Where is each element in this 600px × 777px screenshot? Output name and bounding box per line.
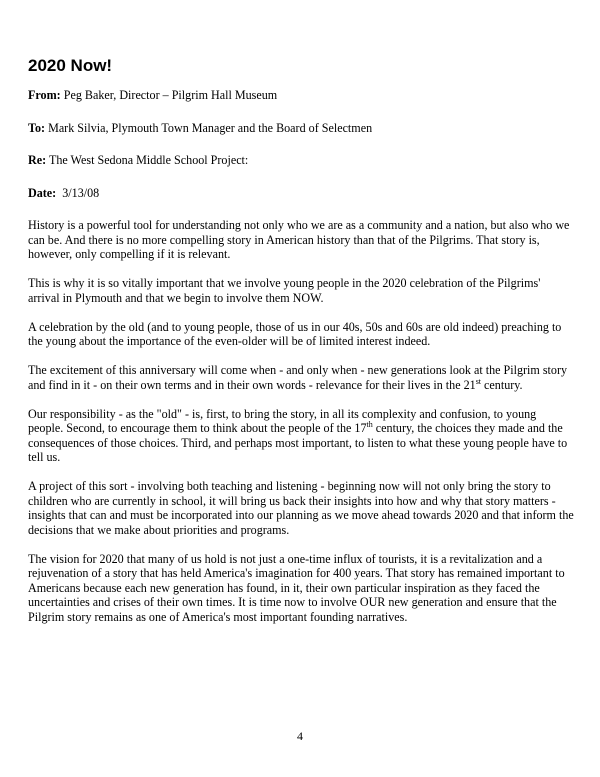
memo-re-label: Re: (28, 153, 47, 167)
page-number: 4 (297, 729, 303, 743)
memo-date-line (28, 186, 574, 201)
memo-from-line (28, 88, 574, 103)
memo-date-label: Date: (28, 185, 57, 200)
memo-from-value: Peg Baker, Director – Pilgrim Hall Museum (63, 88, 278, 102)
memo-re-value: The West Sedona Middle School Project: (48, 153, 249, 167)
paragraph-project: A project of this sort - involving both teaching and listening - beginning now will not only bring the story to children who are currently in school, it will bring us back their insights into how and why that story matters - insights that can and must be incorporated into our planning as we move ahead towards 2020 and that inform the decisions that we make about priorities and programs. (28, 479, 574, 537)
paragraph-excitement-text: The excitement of this anniversary will come when - and only when - new generations look at the Pilgrim story and find in it - on their own terms and in their own words - relevance for their lives in the 21 (28, 363, 568, 392)
paragraph-responsibility (28, 407, 574, 465)
memo-from-label: From: (28, 88, 61, 102)
paragraph-excitement-tail: century. (481, 377, 523, 392)
memo-body (28, 88, 574, 639)
paragraph-vision: The vision for 2020 that many of us hold is not just a one-time influx of tourists, it is a revitalization and a rejuvenation of a story that has held America's imagination for 400 years. That story has remained important to Americans because each new generation has found, in it, their own particular inspiration as they faced the uncertainties and crises of their own times. It is time now to involve OUR new generation and ensure that the Pilgrim story remains as one of America's most important founding narratives. (28, 551, 565, 624)
memo-to-label: To: (28, 120, 46, 135)
ordinal-suffix-st: st (475, 376, 482, 386)
paragraph-celebration-by-old: A celebration by the old (and to young people, those of us in our 40s, 50s and 60s are old indeed) preaching to the young about the importance of the even-older will be of limited interest indeed. (28, 319, 562, 348)
paragraph-responsibility-tail: century, the choices they made and the consequences of those choices. Third, and perhaps most important, to listen to what these young people have to tell us. (28, 421, 568, 464)
memo-re-line (28, 153, 574, 168)
paragraph-responsibility-text: Our responsibility - as the "old" - is, first, to bring the story, in all its complexity and confusion, to young people. Second, to encourage them to think about the people of the 17 (28, 406, 537, 435)
ordinal-suffix-th: th (366, 419, 373, 429)
paragraph-excitement (28, 363, 574, 392)
memo-to-line (28, 121, 574, 136)
paragraph-involve-young-people: This is why it is so vitally important that we involve young people in the 2020 celebration of the Pilgrims' arrival in Plymouth and that we begin to involve them NOW. (28, 276, 541, 305)
paragraph-history: History is a powerful tool for understanding not only who we are as a community and a nation, but also who we can be. And there is no more compelling story in American history than that of the Pilgrims. That story is, however, only compelling if it is relevant. (28, 218, 570, 261)
memo-date-value: 3/13/08 (62, 185, 100, 200)
page-title: 2020 Now! (28, 56, 113, 75)
memo-to-value: Mark Silvia, Plymouth Town Manager and the Board of Selectmen (48, 120, 373, 135)
